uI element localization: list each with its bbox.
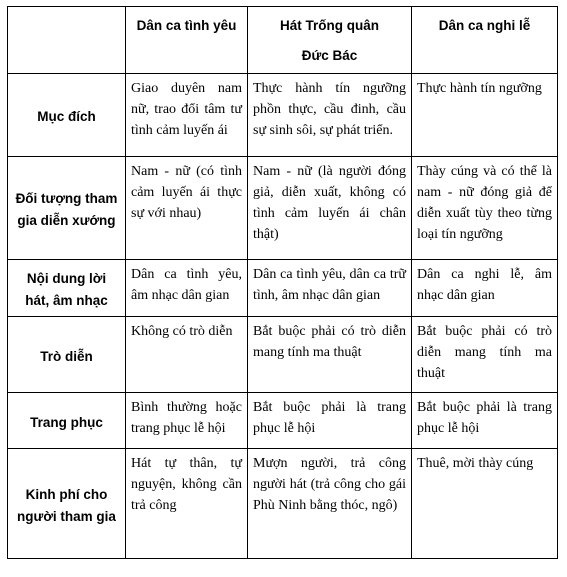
table-cell: Nam - nữ (có tình cảm luyến ái thực sự với nhau) xyxy=(126,157,248,260)
table-cell: Thày cúng và có thể là nam - nữ đóng giả để diễn xuất tùy theo từng loại tín ngưỡng xyxy=(412,157,558,260)
table-cell: Bình thường hoặc trang phục lễ hội xyxy=(126,393,248,449)
row-header: Mục đích xyxy=(8,74,126,157)
table-cell: Nam - nữ (là người đóng giả, diễn xuất, không có tình cảm luyến ái chân thật) xyxy=(248,157,412,260)
column-header-label: Dân ca nghi lễ xyxy=(438,18,531,33)
column-header-ritual-folk-songs xyxy=(412,7,558,74)
table-cell: Giao duyên nam nữ, trao đổi tâm tư tình cảm luyến ái xyxy=(126,74,248,157)
row-header: Trang phục xyxy=(8,393,126,449)
table-cell: Mượn người, trả công người hát (trả công cho gái Phù Ninh bằng thóc, ngô) xyxy=(248,449,412,559)
table-row-performances xyxy=(8,317,558,393)
column-header-label: Hát Trống quân xyxy=(280,18,379,33)
column-header-love-folk-songs xyxy=(126,7,248,74)
column-header-label: Dân ca tình yêu xyxy=(136,18,237,33)
table-row-purpose xyxy=(8,74,558,157)
header-row xyxy=(8,7,558,74)
table-cell: Dân ca nghi lễ, âm nhạc dân gian xyxy=(412,260,558,317)
table-cell: Không có trò diễn xyxy=(126,317,248,393)
table-cell: Bắt buộc phải là trang phục lễ hội xyxy=(248,393,412,449)
table-cell: Bắt buộc phải là trang phục lễ hội xyxy=(412,393,558,449)
table-cell: Bắt buộc phải có trò diễn mang tính ma thuật xyxy=(412,317,558,393)
table-cell: Thuê, mời thày cúng xyxy=(412,449,558,559)
table-cell: Hát tự thân, tự nguyện, không cần trả công xyxy=(126,449,248,559)
comparison-table xyxy=(7,6,558,559)
table-row-lyrics-music xyxy=(8,260,558,317)
table-row-participants xyxy=(8,157,558,260)
table-cell: Bắt buộc phải có trò diễn mang tính ma thuật xyxy=(248,317,412,393)
table-cell: Dân ca tình yêu, âm nhạc dân gian xyxy=(126,260,248,317)
table-row-costume xyxy=(8,393,558,449)
row-header: Đối tượng tham gia diễn xướng xyxy=(8,157,126,260)
row-header: Trò diễn xyxy=(8,317,126,393)
header-corner-cell xyxy=(8,7,126,74)
table-cell: Thực hành tín ngưỡng phồn thực, cầu đinh, cầu sự sinh sôi, sự phát triển. xyxy=(248,74,412,157)
table-row-funding xyxy=(8,449,558,559)
table-cell: Thực hành tín ngưỡng xyxy=(412,74,558,157)
column-header-label-line2: Đức Bác xyxy=(301,48,358,63)
row-header: Kinh phí cho người tham gia xyxy=(8,449,126,559)
table-cell: Dân ca tình yêu, dân ca trữ tình, âm nhạc dân gian xyxy=(248,260,412,317)
column-header-trong-quan-duc-bac xyxy=(248,7,412,74)
row-header: Nội dung lời hát, âm nhạc xyxy=(8,260,126,317)
